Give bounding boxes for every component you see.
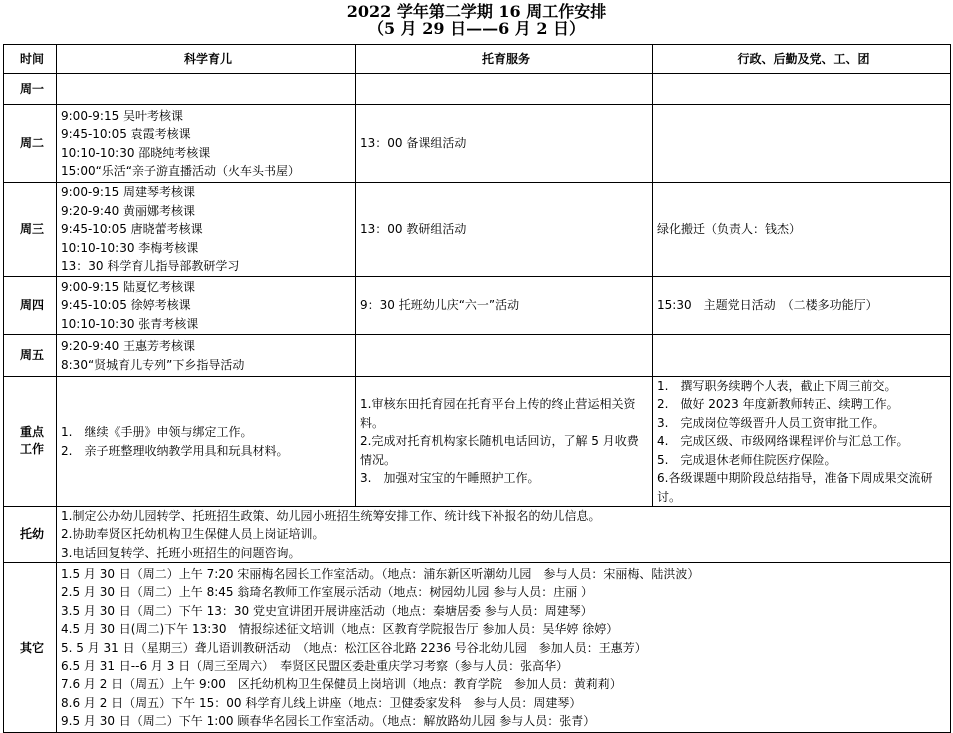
document-title: 2022 学年第二学期 16 周工作安排 — [346, 2, 607, 21]
cell-line: 9:45-10:05 徐婷考核课 — [61, 298, 191, 313]
cell-admin — [653, 335, 951, 377]
cell-admin — [653, 183, 951, 277]
cell-line: 9:45-10:05 袁霞考核课 — [61, 127, 191, 142]
cell-science — [57, 277, 356, 335]
row-monday — [4, 74, 951, 105]
tuoyou-label: 托幼 — [4, 507, 57, 563]
cell-line: 2.协助奉贤区托幼机构卫生保健人员上岗证培训。 — [61, 527, 325, 542]
cell-science — [57, 74, 356, 105]
cell-line: 13：30 科学育儿指导部教研学习 — [61, 259, 240, 274]
row-tuoyou — [4, 507, 951, 563]
cell-line: 9：30 托班幼儿庆“六一”活动 — [360, 298, 520, 313]
key-work-label: 重点工作 — [4, 377, 57, 507]
row-tuesday — [4, 105, 951, 183]
row-other — [4, 563, 951, 733]
cell-childcare — [356, 377, 653, 507]
cell-line: 9:20-9:40 王惠芳考核课 — [61, 339, 196, 354]
cell-line: 6.各级课题中期阶段总结指导，准备下周成果交流研讨。 — [657, 471, 933, 504]
cell-line: 2.5 月 30 日（周二）上午 8:45 翁琦名教师工作室展示活动（地点：树园幼儿园 参与人员：庄丽 ） — [61, 585, 594, 600]
cell-line: 1.审核东田托育园在托育平台上传的终止营运相关资料。 — [360, 397, 636, 430]
row-key-work — [4, 377, 951, 507]
cell-line: 15:00“乐活“亲子游直播活动（火车头书屋） — [61, 163, 301, 178]
schedule-table — [3, 44, 951, 733]
cell-line: 5. 完成退休老师住院医疗保险。 — [657, 452, 837, 467]
row-wednesday — [4, 183, 951, 277]
row-friday — [4, 335, 951, 377]
cell-line: 15:30 主题党日活动 （二楼多功能厅） — [657, 298, 878, 313]
document-subtitle: （5 月 29 日——6 月 2 日） — [367, 19, 586, 38]
cell-line: 9:00-9:15 周建琴考核课 — [61, 185, 196, 200]
cell-line: 3. 完成岗位等级晋升人员工资审批工作。 — [657, 415, 885, 430]
cell-other — [57, 563, 951, 733]
header-childcare: 托育服务 — [356, 45, 653, 74]
header-admin: 行政、后勤及党、工、团 — [653, 45, 951, 74]
header-science: 科学育儿 — [57, 45, 356, 74]
day-label: 周三 — [4, 183, 57, 277]
cell-line: 9:20-9:40 黄丽娜考核课 — [61, 203, 196, 218]
cell-line: 4. 完成区级、市级网络课程评价与汇总工作。 — [657, 434, 909, 449]
cell-line: 2. 亲子班整理收纳教学用具和玩具材料。 — [61, 443, 289, 458]
cell-admin — [653, 277, 951, 335]
cell-line: 9.5 月 30 日（周二）下午 1:00 顾春华名园长工作室活动。（地点：解放路幼儿园 参与人员：张青） — [61, 714, 596, 729]
cell-line: 3.电话回复转学、托班小班招生的问题咨询。 — [61, 545, 301, 560]
header-time: 时间 — [4, 45, 57, 74]
cell-admin — [653, 74, 951, 105]
header-row — [4, 45, 951, 74]
cell-line: 13：00 备课组活动 — [360, 136, 467, 151]
cell-line: 绿化搬迁（负责人：钱杰） — [657, 222, 802, 237]
cell-line: 9:45-10:05 唐晓蕾考核课 — [61, 222, 203, 237]
cell-line: 9:00-9:15 陆夏忆考核课 — [61, 279, 196, 294]
cell-line: 1.5 月 30 日（周二）上午 7:20 宋丽梅名园长工作室活动。（地点：浦东新区听潮幼儿园 参与人员：宋丽梅、陆洪波） — [61, 566, 700, 581]
cell-line: 2.完成对托育机构家长随机电话回访，了解 5 月收费情况。 — [360, 434, 639, 467]
cell-admin — [653, 377, 951, 507]
cell-line: 7.6 月 2 日（周五）上午 9:00 区托幼机构卫生保健员上岗培训（地点：教育学院 参加人员：黄莉莉） — [61, 677, 622, 692]
cell-line: 1.制定公办幼儿园转学、托班招生政策、幼儿园小班招生统筹安排工作、统计线下补报名的幼儿信息。 — [61, 509, 601, 523]
cell-line: 9:00-9:15 吴叶考核课 — [61, 108, 184, 123]
cell-childcare — [356, 277, 653, 335]
cell-science — [57, 335, 356, 377]
cell-science — [57, 183, 356, 277]
cell-line: 1. 撰写职务续聘个人表，截止下周三前交。 — [657, 379, 897, 394]
cell-science — [57, 105, 356, 183]
cell-childcare — [356, 105, 653, 183]
cell-line: 10:10-10:30 张青考核课 — [61, 316, 199, 331]
cell-line: 10:10-10:30 邵晓纯考核课 — [61, 145, 211, 160]
other-label: 其它 — [4, 563, 57, 733]
cell-line: 2. 做好 2023 年度新教师转正、续聘工作。 — [657, 397, 899, 412]
cell-line: 10:10-10:30 李梅考核课 — [61, 240, 199, 255]
cell-childcare — [356, 74, 653, 105]
cell-childcare — [356, 183, 653, 277]
cell-line: 5. 5 月 31 日（星期三）聋儿语训教研活动 （地点：松江区谷北路 2236 号谷北幼儿园 参加人员：王惠芳） — [61, 640, 647, 655]
cell-line: 8.6 月 2 日（周五）下午 15：00 科学育儿线上讲座（地点：卫健委家发科 参与人员：周建琴） — [61, 695, 582, 710]
day-label: 周四 — [4, 277, 57, 335]
cell-line: 13：00 教研组活动 — [360, 222, 467, 237]
cell-line: 3. 加强对宝宝的午睡照护工作。 — [360, 471, 540, 486]
cell-line: 8:30“贤城育儿专列”下乡指导活动 — [61, 357, 245, 372]
cell-line: 6.5 月 31 日--6 月 3 日（周三至周六） 奉贤区民盟区委赴重庆学习考察（参与人员：张高华） — [61, 658, 569, 673]
day-label: 周一 — [4, 74, 57, 105]
cell-tuoyou — [57, 507, 951, 563]
row-thursday — [4, 277, 951, 335]
day-label: 周五 — [4, 335, 57, 377]
cell-line: 3.5 月 30 日（周二）下午 13：30 党史宣讲团开展讲座活动（地点：秦塘居委 参与人员：周建琴） — [61, 603, 593, 618]
cell-science — [57, 377, 356, 507]
cell-line: 1. 继续《手册》申领与绑定工作。 — [61, 425, 253, 440]
cell-line: 4.5 月 30 日(周二)下午 13:30 情报综述征文培训（地点：区教育学院报告厅 参加人员：吴华婷 徐婷） — [61, 622, 619, 637]
cell-admin — [653, 105, 951, 183]
cell-childcare — [356, 335, 653, 377]
day-label: 周二 — [4, 105, 57, 183]
